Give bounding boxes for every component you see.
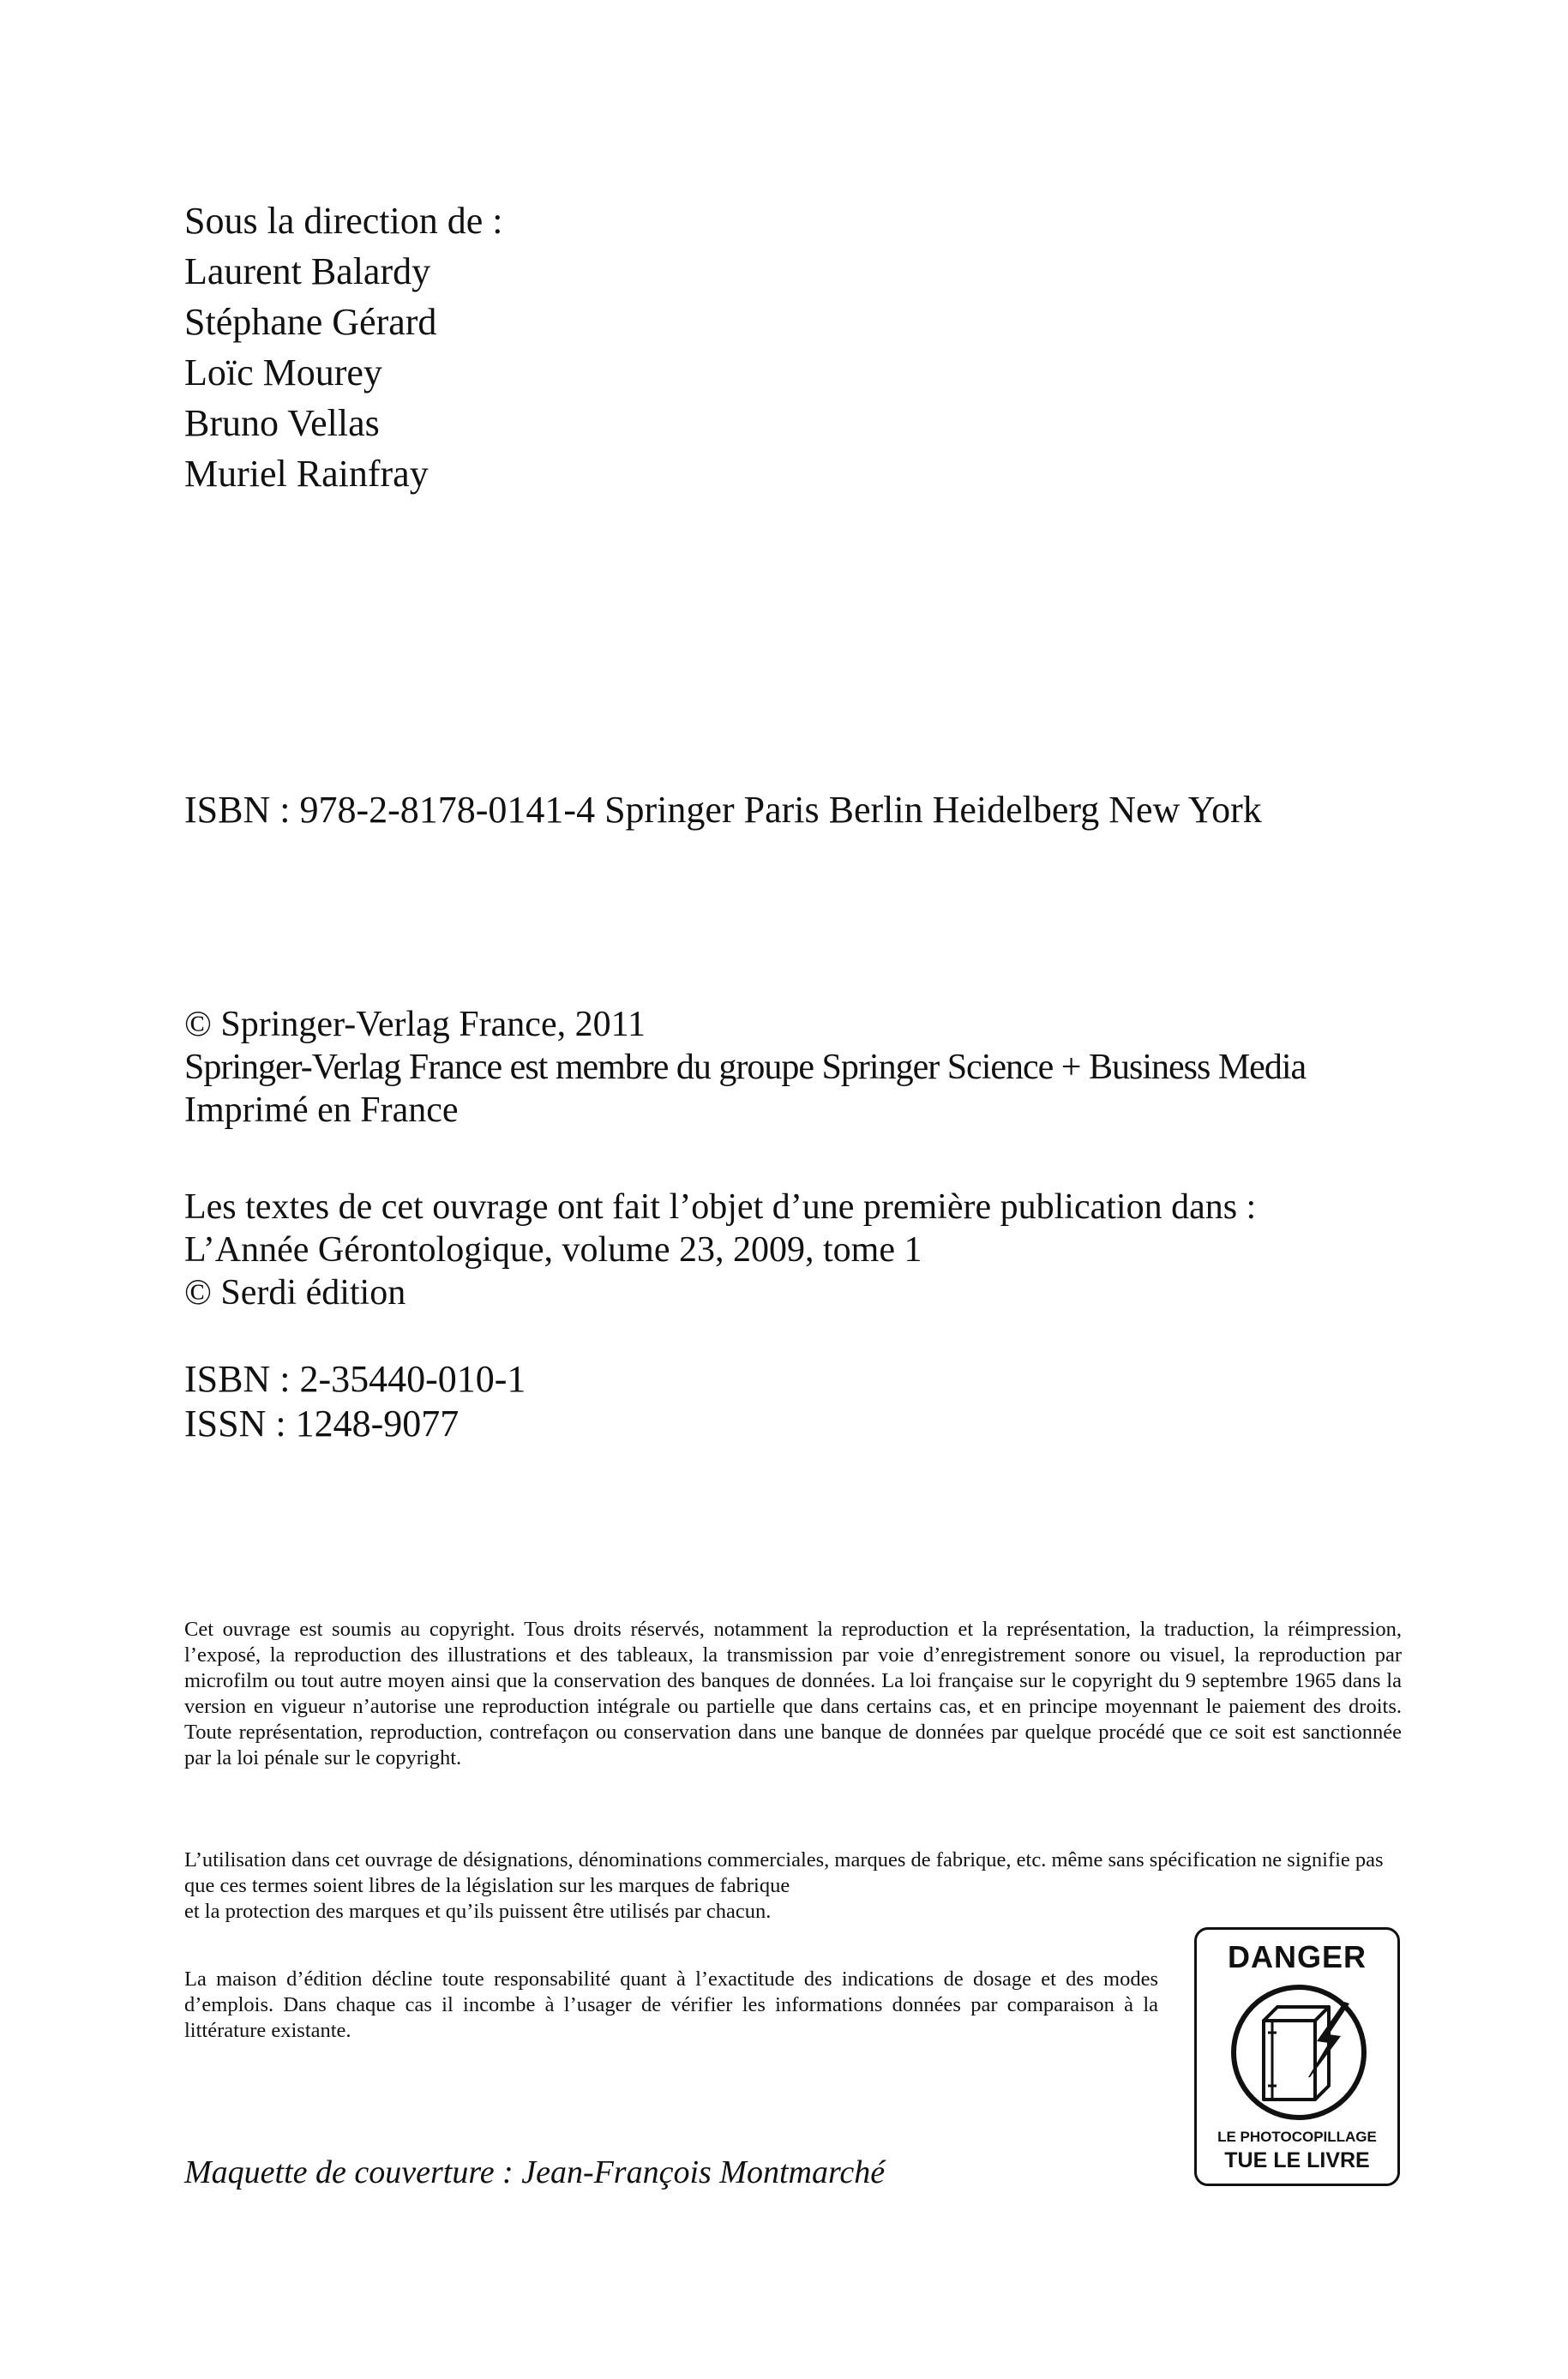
journal-reference: L’Année Gérontologique, volume 23, 2009, tome 1 — [184, 1230, 922, 1270]
copyright-section — [184, 1003, 1306, 1132]
liability-disclaimer: La maison d’édition décline toute responsabilité quant à l’exactitude des indications de dosage et des modes d’emplois. Dans chaque cas il incombe à l’usager de vérifier les informations données par comparaison à la littérature existante. — [184, 1967, 1158, 2042]
journal-copyright: © Serdi édition — [184, 1273, 406, 1313]
editor-name: Muriel Rainfray — [184, 453, 429, 495]
danger-photocopy-logo — [1194, 1927, 1400, 2186]
serial-numbers — [184, 1357, 526, 1446]
trademark-notice-end: et la protection des marques et qu’ils puissent être utilisés par chacun. — [184, 1900, 772, 1923]
editor-name: Bruno Vellas — [184, 402, 380, 444]
book-lightning-icon — [1228, 1981, 1370, 2124]
editors-section — [184, 195, 503, 499]
copyright-notice: Cet ouvrage est soumis au copyright. Tous droits réservés, notamment la reproduction et la représentation, la traduction, la réimpression, l’exposé, la reproduction des illustrations et des tableaux, la transmission par voie d’enregistrement sonore ou visuel, la reproduction par microfilm ou tout autre moyen ainsi que la conservation des banques de données. La loi française sur le copyright du 9 septembre 1965 dans la version en vigueur n’autorise une reproduction intégrale ou partielle que dans certains cas, et en principe moyennant le paiement des droits. Toute représentation, reproduction, contrefaçon ou conservation dans une banque de données par quelque procédé que ce soit est sanctionnée par la loi pénale sur le copyright. — [184, 1618, 1402, 1769]
danger-title: DANGER — [1227, 1939, 1367, 1974]
publisher-group-line: Springer-Verlag France est membre du groupe Springer Science + Business Media — [184, 1048, 1307, 1087]
danger-caption-line-1: LE PHOTOCOPILLAGE — [1217, 2129, 1377, 2145]
editor-name: Loïc Mourey — [184, 351, 382, 393]
trademark-notice-text: L’utilisation dans cet ouvrage de désignations, dénominations commerciales, marques de fabrique, etc. même sans spécification ne signifie pas que ces termes soient libres de la législation sur les marques de fabrique — [184, 1848, 1384, 1897]
issn: ISSN : 1248-9077 — [184, 1403, 460, 1445]
copyright-line: © Springer-Verlag France, 2011 — [184, 1005, 646, 1044]
isbn-secondary: ISBN : 2-35440-010-1 — [184, 1358, 526, 1400]
first-publication-section — [184, 1186, 1256, 1314]
isbn-main-line: ISBN : 978-2-8178-0141-4 Springer Paris Berlin Heidelberg New York — [184, 789, 1262, 831]
editor-name: Laurent Balardy — [184, 250, 431, 292]
trademark-notice — [184, 1847, 1402, 1925]
cover-design-credit: Maquette de couverture : Jean-François Montmarché — [184, 2154, 886, 2190]
editors-heading: Sous la direction de : — [184, 200, 503, 242]
first-publication-intro: Les textes de cet ouvrage ont fait l’objet d’une première publication dans : — [184, 1187, 1257, 1227]
danger-caption-line-2: TUE LE LIVRE — [1224, 2148, 1370, 2172]
editor-name: Stéphane Gérard — [184, 301, 437, 343]
printed-in-line: Imprimé en France — [184, 1090, 459, 1130]
